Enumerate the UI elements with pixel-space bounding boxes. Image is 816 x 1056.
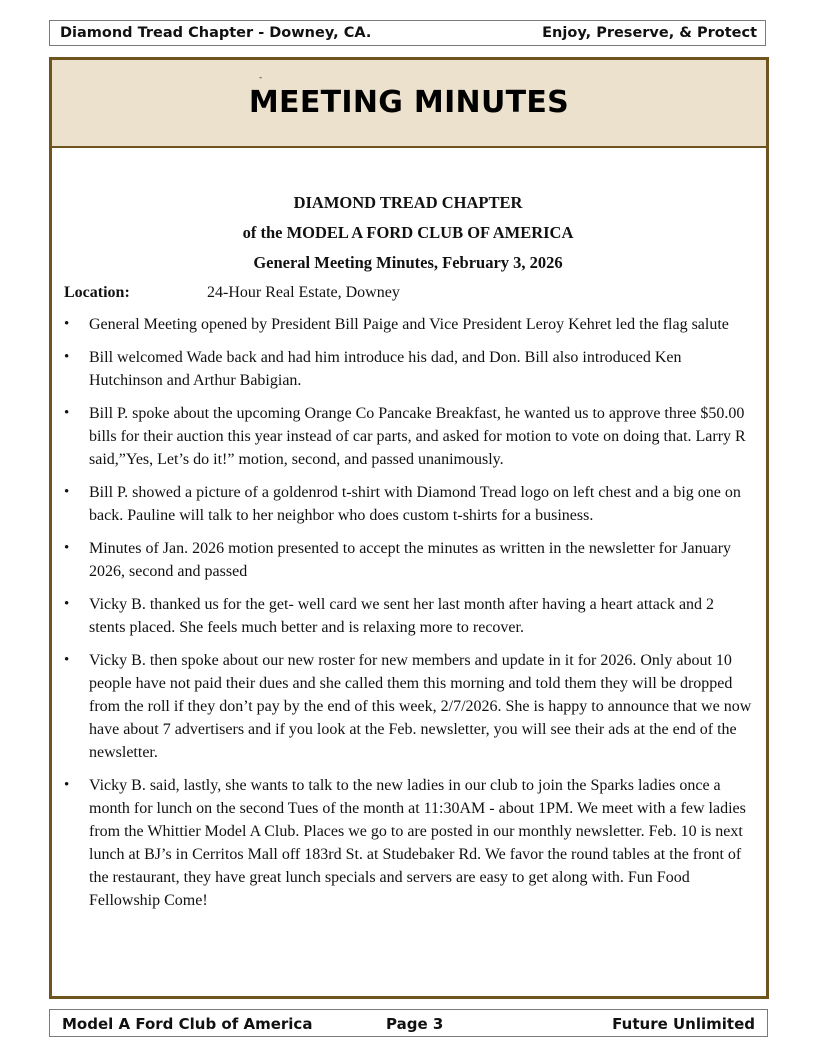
list-item-text: Vicky B. said, lastly, she wants to talk to the new ladies in our club to join the Sparks ladies once a month for lunch on the second Tues of the month at 11:30AM - about 1PM. We meet with a few ladies from the Whittier Model A Club. Places we go to are posted in our monthly newsletter. Feb. 10 is next lunch at BJ’s in Cerritos Mall off 183rd St. at Studebaker Rd. We favor the round tables at the front of the restaurant, they have great lunch specials and servers are easy to get along with. Fun Food Fellowship Come!: [89, 777, 746, 909]
page-title: MEETING MINUTES: [248, 85, 570, 120]
list-item: [64, 313, 752, 336]
title-band: [52, 60, 766, 148]
list-item-text: Vicky B. thanked us for the get- well card we sent her last month after having a heart attack and 2 stents placed. She feels much better and is relaxing more to recover.: [89, 596, 715, 636]
location-label: Location:: [64, 284, 130, 301]
list-item: [64, 537, 752, 583]
list-item-text: Bill P. spoke about the upcoming Orange Co Pancake Breakfast, he wanted us to approve three $50.00 bills for their auction this year instead of car parts, and asked for motion to vote on doing that. Larry R said,”Yes, Let’s do it!” motion, second, and passed unanimously.: [89, 405, 746, 468]
list-item-text: Vicky B. then spoke about our new roster for new members and update in it for 2026. Only about 10 people have not paid their dues and she called them this morning and told them they will be dropped from the roll if they don’t pay by the end of this week, 2/7/2026. She is happy to announce that we now have about 7 advertisers and if you look at the Feb. newsletter, you will see their ads at the end of the newsletter.: [89, 652, 752, 761]
list-item-text: General Meeting opened by President Bill Paige and Vice President Leroy Kehret led the flag salute: [89, 316, 729, 333]
location-line: [64, 284, 752, 302]
bullet-icon: •: [64, 405, 70, 421]
bullet-icon: •: [64, 596, 70, 612]
minutes-body: [64, 194, 752, 922]
list-item-text: Bill welcomed Wade back and had him introduce his dad, and Don. Bill also introduced Ken Hutchinson and Arthur Babigian.: [89, 349, 682, 389]
page-number: Page 3: [386, 1015, 444, 1033]
list-item: [64, 774, 752, 912]
bullet-icon: •: [64, 777, 70, 793]
bullet-icon: •: [64, 349, 70, 365]
list-item: [64, 649, 752, 764]
list-item: [64, 402, 752, 471]
list-item-text: Minutes of Jan. 2026 motion presented to accept the minutes as written in the newsletter for January 2026, second and passed: [89, 540, 732, 580]
list-item: [64, 481, 752, 527]
footer-slogan: Future Unlimited: [612, 1015, 755, 1033]
location-value: 24-Hour Real Estate, Downey: [207, 284, 400, 301]
minutes-date-heading: General Meeting Minutes, February 3, 2026: [253, 253, 563, 272]
club-heading: of the MODEL A FORD CLUB OF AMERICA: [242, 223, 574, 242]
minutes-list: [64, 313, 752, 912]
header-motto: Enjoy, Preserve, & Protect: [542, 25, 757, 41]
bullet-icon: •: [64, 484, 70, 500]
content-frame: [49, 57, 769, 999]
list-item: [64, 346, 752, 392]
page-header: [49, 20, 766, 46]
bullet-icon: •: [64, 652, 70, 668]
list-item-text: Bill P. showed a picture of a goldenrod t-shirt with Diamond Tread logo on left chest and a big one on back. Pauline will talk to her neighbor who does custom t-shirts for a business.: [89, 484, 741, 524]
bullet-icon: •: [64, 316, 70, 332]
list-item: [64, 593, 752, 639]
page-footer: [49, 1009, 768, 1037]
header-chapter-name: Diamond Tread Chapter - Downey, CA.: [60, 25, 372, 41]
title-band-mark: -: [259, 73, 263, 83]
footer-club-name: Model A Ford Club of America: [62, 1015, 313, 1033]
chapter-heading: DIAMOND TREAD CHAPTER: [293, 193, 523, 212]
bullet-icon: •: [64, 540, 70, 556]
